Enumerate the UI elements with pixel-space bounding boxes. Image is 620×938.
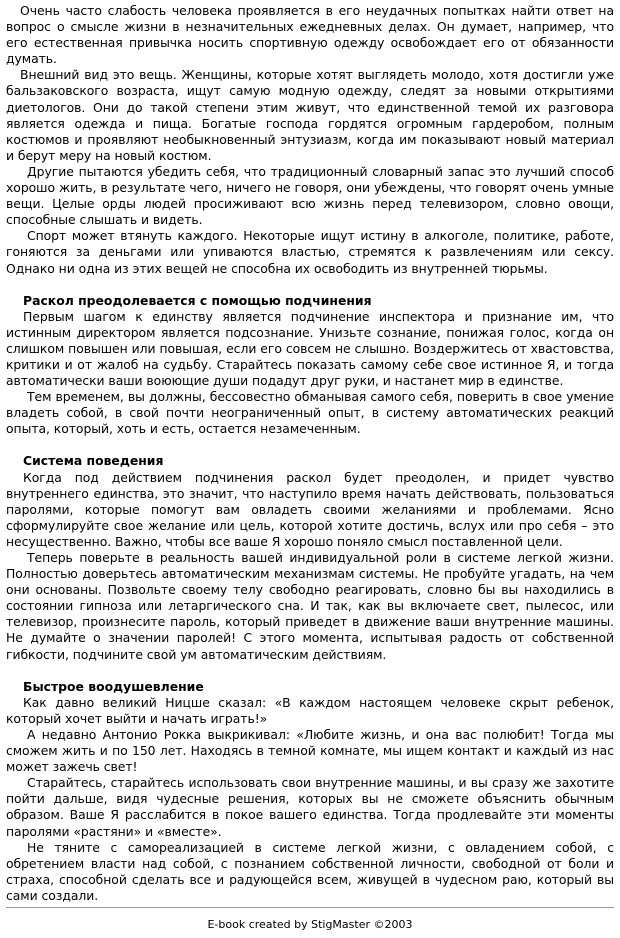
- section1-paragraph-2: Тем временем, вы должны, бессовестно обманывая самого себя, поверить в свое умение владеть собой, в свой почти неограниченный опыт, в систему автоматических реакций опыта, который, хоть и есть, остается незамеченным.: [6, 389, 614, 437]
- spacer: [6, 437, 614, 453]
- intro-paragraph-2: Внешний вид это вещь. Женщины, которые хотят выглядеть молодо, хотя достигли уже бальзаковского возраста, ищут самую модную одежду, следят за новыми открытиями диетологов. Они до такой степени этим живут, что единственной темой их разговора является одежда и пища. Богатые господа гордятся огромным гардеробом, полным костюмов и проявляют необыкновенный энтузиазм, когда им показывают новый материал и берут меру на новый костюм.: [6, 67, 614, 163]
- footer-credit: E-book created by StigMaster ©2003: [207, 918, 413, 931]
- section2-paragraph-2: Теперь поверьте в реальность вашей индивидуальной роли в системе легкой жизни. Полностью доверьтесь автоматическим механизмам системы. Не пробуйте угадать, на чем они основаны. Позвольте своему телу свободно реагировать, словно бы вы находились в состоянии гипноза или летаргического сна. И так, как вы включаете свет, пылесос, или телевизор, произнесите пароль, который приведет в движение ваши внутренние машины. Не думайте о значении паролей! С этого момента, испытывая радость от собственной гибкости, подчините свой ум автоматическим действиям.: [6, 550, 614, 662]
- spacer: [6, 277, 614, 293]
- intro-paragraph-3: Другие пытаются убедить себя, что традиционный словарный запас это лучший способ хорошо жить, в результате чего, ничего не говоря, они убеждены, что говорят очень умные вещи. Целые орды людей просиживают всю жизнь перед телевизором, словно овощи, способные слышать и видеть.: [6, 163, 614, 228]
- section-heading-inspiration: Быстрое воодушевление: [23, 678, 204, 694]
- section3-paragraph-2: А недавно Антонио Рокка выкрикивал: «Любите жизнь, и она вас полюбит! Тогда мы сможем жить и по 150 лет. Находясь в темной комнате, мы ищем контакт и каждый из нас может зажечь свет!: [6, 726, 614, 775]
- intro-paragraph-1: Очень часто слабость человека проявляется в его неудачных попытках найти ответ на вопрос о смысле жизни в незначительных ежедневных делах. Он думает, например, что его естественная привычка носить спортивную одежду освобождает его от обязанности думать.: [6, 3, 614, 67]
- footer-divider: [6, 907, 614, 908]
- intro-paragraph-4: Спорт может втянуть каждого. Некоторые ищут истину в алкоголе, политике, работе, гоняются за деньгами или упиваются властью, стремятся к развлечениям или сексу. Однако ни одна из этих вещей не способна их освободить из внутренней тюрьмы.: [6, 228, 614, 276]
- section2-paragraph-1: Когда под действием подчинения раскол будет преодолен, и придет чувство внутреннего единства, это значит, что наступило время начать действовать, пользоваться паролями, которые помогут вам овладеть своими желаниями и проблемами. Ясно сформулируйте свое желание или цель, которой хотите достичь, вслух или про себя – это несущественно. Важно, чтобы все ваше Я хорошо поняло смысл поставленной цели.: [6, 469, 614, 549]
- section3-paragraph-4: Не тяните с самореализацией в системе легкой жизни, с овладением собой, с обретением власти над собой, с познанием собственной личности, свободной от боли и страха, способной сделать все и радующейся всем, живущей в чудесном раю, который вы сами создали.: [6, 839, 614, 903]
- spacer: [6, 663, 614, 679]
- document-page: [6, 3, 614, 904]
- section1-paragraph-1: Первым шагом к единству является подчинение инспектора и признание им, что истинным директором является подсознание. Унизьте сознание, понижая голос, когда он слишком повышен или повышая, если его совсем не слышно. Воздержитесь от хвастовства, критики и от жалоб на судьбу. Старайтесь показать самому себе свое истинное Я, и тогда автоматически ваши воюющие души подадут друг руки, и настанет мир в единстве.: [6, 308, 614, 389]
- section3-paragraph-1: Как давно великий Ницше сказал: «В каждом настоящем человеке скрыт ребенок, который хочет выйти и начать играть!»: [6, 694, 614, 726]
- section3-paragraph-3: Старайтесь, старайтесь использовать свои внутренние машины, и вы сразу же захотите пойти дальше, видя чудесные решения, которых вы не сможете объяснить обычным образом. Ваше Я расслабится в покое вашего единства. Тогда продлевайте эти моменты паролями «растяни» и «вместе».: [6, 775, 614, 839]
- section-heading-behavior: Система поведения: [23, 453, 164, 469]
- section-heading-split: Раскол преодолевается с помощью подчинения: [23, 292, 372, 308]
